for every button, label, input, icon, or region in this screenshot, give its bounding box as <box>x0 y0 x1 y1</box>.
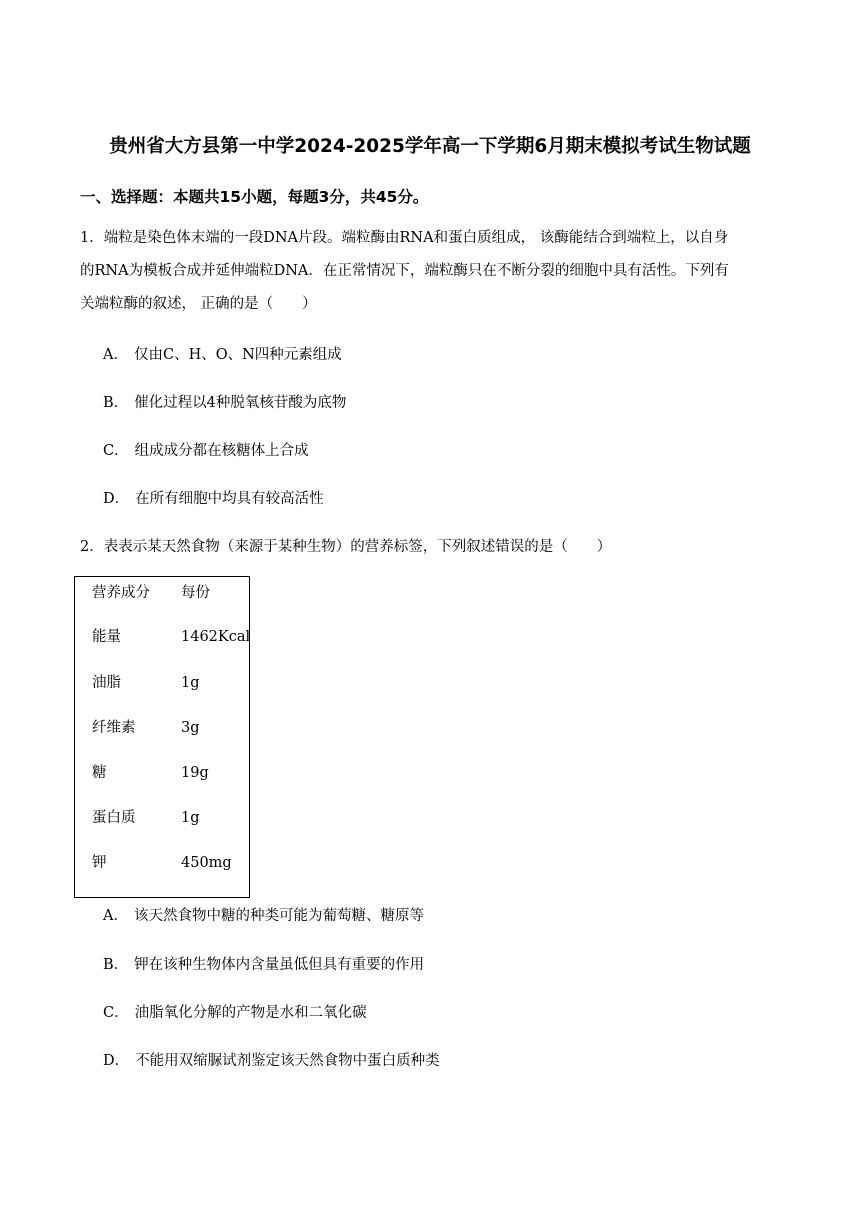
nutrient-value: 450mg <box>181 855 232 871</box>
nutrient-value: 1462Kcal <box>181 629 251 645</box>
table-row <box>75 627 249 647</box>
option-letter: A． <box>103 908 128 924</box>
nutrient-name: 油脂 <box>92 675 121 691</box>
table-row <box>75 673 249 693</box>
option-letter: C． <box>103 1005 129 1021</box>
option-letter: B． <box>103 957 129 973</box>
option-letter: D． <box>103 1053 130 1069</box>
option-letter: A． <box>103 347 128 363</box>
option-text: 组成成分都在核糖体上合成 <box>134 443 309 459</box>
question-1-option-a[interactable] <box>103 345 342 365</box>
option-text: 不能用双缩脲试剂鉴定该天然食物中蛋白质种类 <box>135 1053 440 1069</box>
question-2-stem: 2．表表示某天然食物（来源于某种生物）的营养标签，下列叙述错误的是（ ） <box>80 539 612 555</box>
section-heading: 一、选择题：本题共15小题，每题3分，共45分。 <box>80 188 429 206</box>
table-row <box>75 583 249 603</box>
table-row <box>75 718 249 738</box>
question-2-option-b[interactable] <box>103 955 424 975</box>
question-2-option-d[interactable] <box>103 1051 440 1071</box>
question-1-option-b[interactable] <box>103 393 346 413</box>
option-text: 仅由C、H、O、N四种元素组成 <box>133 347 342 363</box>
option-text: 油脂氧化分解的产物是水和二氧化碳 <box>134 1005 367 1021</box>
table-row <box>75 808 249 828</box>
nutrient-name: 糖 <box>92 765 107 781</box>
option-letter: D． <box>103 491 130 507</box>
option-letter: B． <box>103 395 129 411</box>
nutrient-value: 3g <box>181 720 200 736</box>
option-text: 钾在该种生物体内含量虽低但具有重要的作用 <box>134 957 425 973</box>
question-1-stem <box>80 222 798 321</box>
table-row <box>75 853 249 873</box>
question-2-option-c[interactable] <box>103 1003 367 1023</box>
nutrient-name: 纤维素 <box>92 720 136 736</box>
option-text: 催化过程以4种脱氧核苷酸为底物 <box>134 395 347 411</box>
table-row <box>75 763 249 783</box>
question-1-line: 1．端粒是染色体末端的一段DNA片段。端粒酶由RNA和蛋白质组成， 该酶能结合到端粒上，以自身 <box>80 230 729 246</box>
question-1-option-d[interactable] <box>103 489 324 509</box>
option-text: 该天然食物中糖的种类可能为葡萄糖、糖原等 <box>133 908 424 924</box>
question-1-line: 关端粒酶的叙述， 正确的是（ ） <box>80 296 317 312</box>
question-2-option-a[interactable] <box>103 906 424 926</box>
nutrient-value: 1g <box>181 675 200 691</box>
nutrient-value: 每份 <box>181 585 210 601</box>
nutrient-value: 1g <box>181 810 200 826</box>
exam-title: 贵州省大方县第一中学2024-2025学年高一下学期6月期末模拟考试生物试题 <box>109 136 751 157</box>
nutrient-name: 钾 <box>92 855 107 871</box>
question-1-line: 的RNA为模板合成并延伸端粒DNA．在正常情况下，端粒酶只在不断分裂的细胞中具有活性。下列有 <box>80 263 729 279</box>
nutrient-name: 蛋白质 <box>92 810 136 826</box>
nutrient-name: 营养成分 <box>92 585 150 601</box>
nutrient-value: 19g <box>181 765 209 781</box>
nutrient-name: 能量 <box>92 629 121 645</box>
question-1-option-c[interactable] <box>103 441 309 461</box>
option-text: 在所有细胞中均具有较高活性 <box>135 491 324 507</box>
nutrition-label-table <box>74 576 250 898</box>
option-letter: C． <box>103 443 129 459</box>
